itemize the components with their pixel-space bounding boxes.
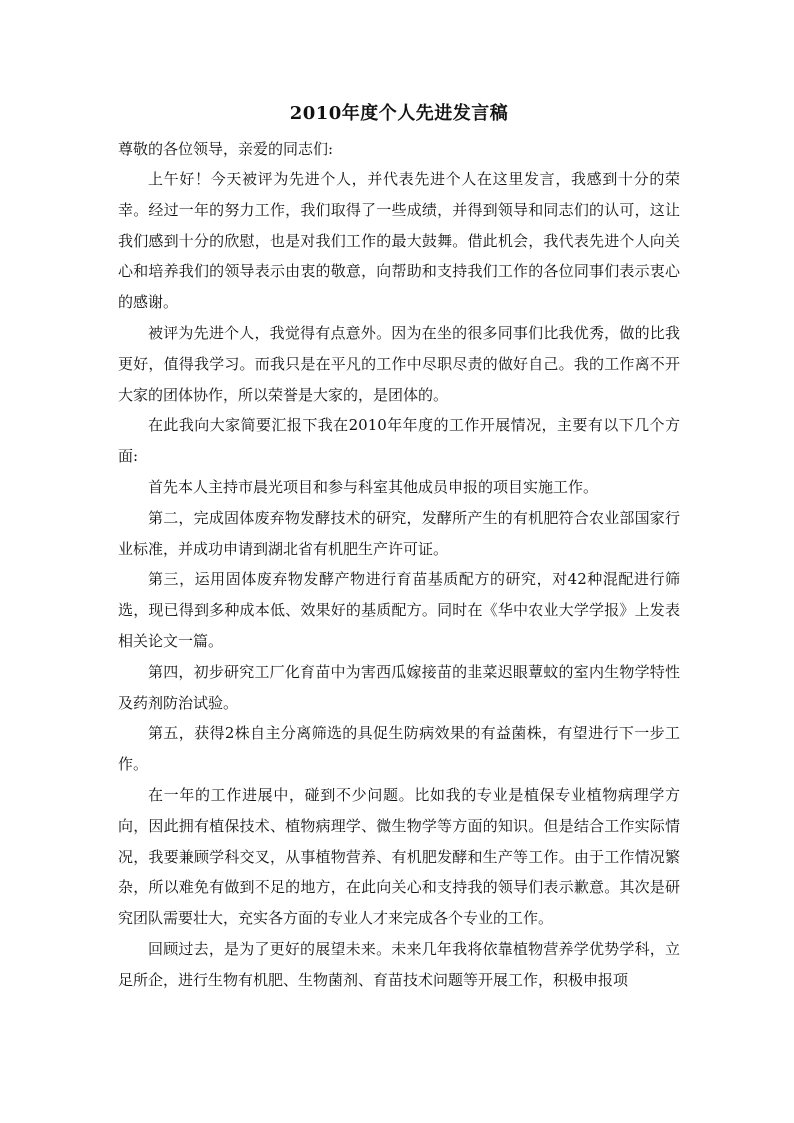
paragraph-1: 上午好！今天被评为先进个人，并代表先进个人在这里发言，我感到十分的荣幸。经过一年的努力工作，我们取得了一些成绩，并得到领导和同志们的认可，这让我们感到十分的欣慰，也是对我们工作的最大鼓舞。借此机会，我代表先进个人向关心和培养我们的领导表示由衷的敬意，向帮助和支持我们工作的各位同事们表示衷心的感谢。 — [118, 170, 680, 312]
paragraph-3: 在此我向大家简要汇报下我在2010年年度的工作开展情况，主要有以下几个方面: — [118, 416, 680, 466]
paragraph-7: 第四，初步研究工厂化育苗中为害西瓜嫁接苗的韭菜迟眼蕈蚊的室内生物学特性及药剂防治试验。 — [118, 662, 680, 712]
document-title: 2010年度个人先进发言稿 — [289, 103, 509, 124]
paragraph-5: 第二，完成固体废弃物发酵技术的研究，发酵所产生的有机肥符合农业部国家行业标准，并成功申请到湖北省有机肥生产许可证。 — [118, 508, 680, 558]
paragraph-8: 第五，获得2株自主分离筛选的具促生防病效果的有益菌株，有望进行下一步工作。 — [118, 724, 680, 774]
paragraph-4: 首先本人主持市晨光项目和参与科室其他成员申报的项目实施工作。 — [148, 477, 599, 496]
salutation: 尊敬的各位领导，亲爱的同志们: — [118, 140, 334, 158]
paragraph-9: 在一年的工作进展中，碰到不少问题。比如我的专业是植保专业植物病理学方向，因此拥有植保技术、植物病理学、微生物学等方面的知识。但是结合工作实际情况，我要兼顾学科交叉，从事植物营养、有机肥发酵和生产等工作。由于工作情况繁杂，所以难免有做到不足的地方，在此向关心和支持我的领导们表示歉意。其次是研究团队需要壮大，充实各方面的专业人才来完成各个专业的工作。 — [118, 785, 680, 928]
paragraph-2: 被评为先进个人，我觉得有点意外。因为在坐的很多同事们比我优秀，做的比我更好，值得我学习。而我只是在平凡的工作中尽职尽责的做好自己。我的工作离不开大家的团体协作，所以荣誉是大家的，是团体的。 — [118, 323, 680, 404]
paragraph-10: 回顾过去，是为了更好的展望未来。未来几年我将依靠植物营养学优势学科，立足所企，进行生物有机肥、生物菌剂、育苗技术问题等开展工作，积极申报项 — [118, 939, 680, 989]
document-page — [118, 100, 680, 996]
paragraph-6: 第三，运用固体废弃物发酵产物进行育苗基质配方的研究，对42种混配进行筛选，现已得到多种成本低、效果好的基质配方。同时在《华中农业大学学报》上发表相关论文一篇。 — [118, 570, 680, 650]
